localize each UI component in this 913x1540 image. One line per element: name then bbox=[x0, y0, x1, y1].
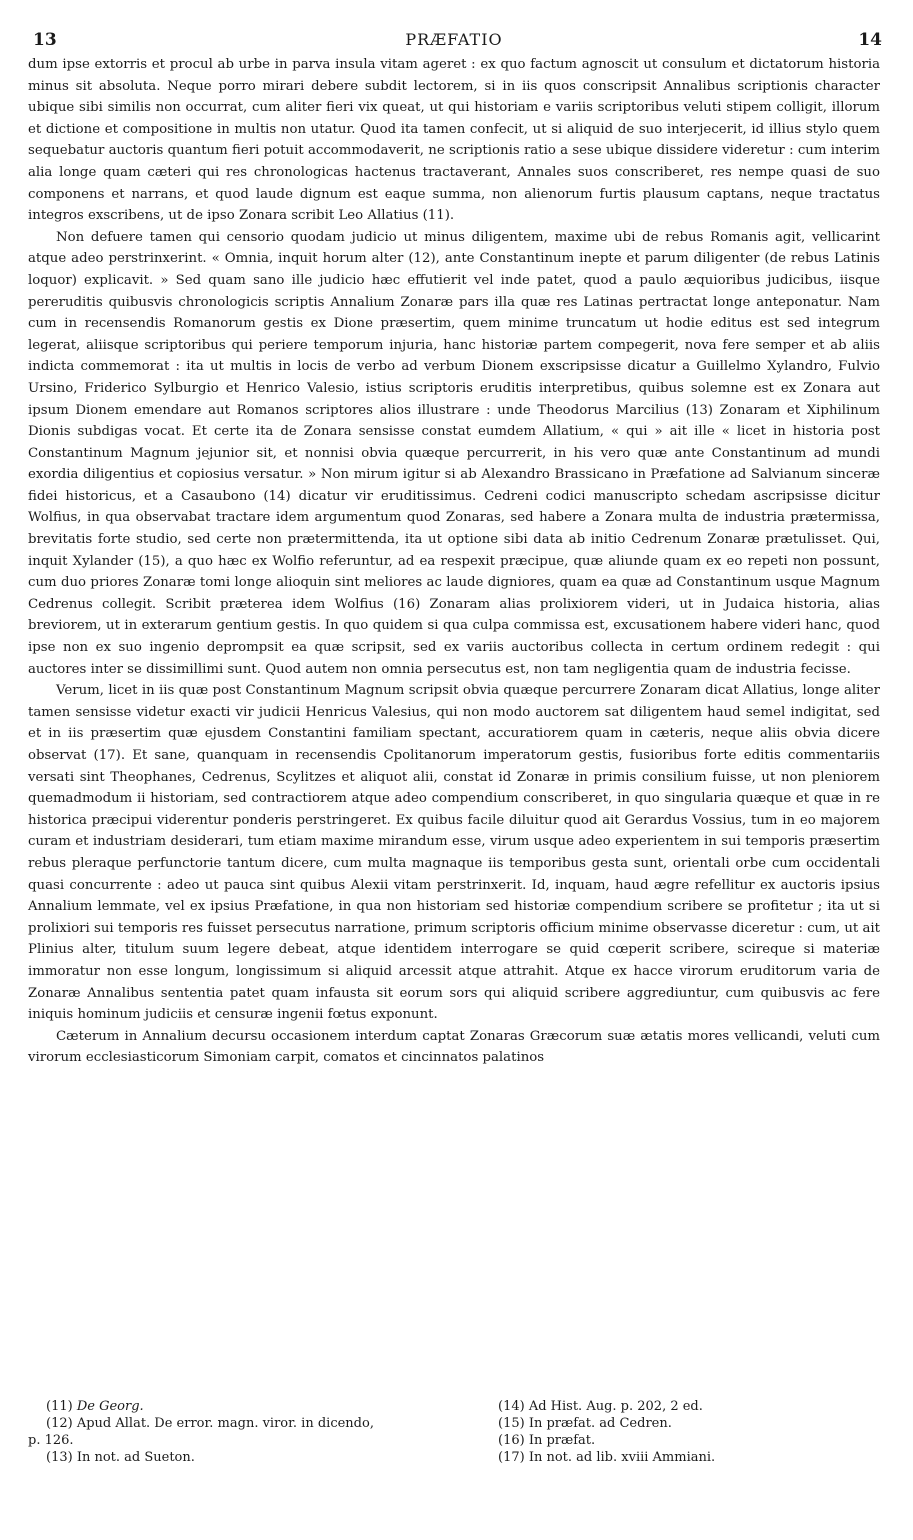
running-title: PRÆFATIO bbox=[405, 30, 503, 49]
page-number-left: 13 bbox=[33, 30, 57, 50]
footnote-number: (12) bbox=[46, 1416, 73, 1431]
footnote-text: In not. ad lib. xviii Ammiani. bbox=[528, 1450, 716, 1465]
running-header bbox=[28, 30, 880, 54]
paragraph: Non defuere tamen qui censorio quodam judicio ut minus diligentem, maxime ubi de rebus Romanis agit, vellicarint atque adeo perstrinxerint. « Omnia, inquit horum alter (12), ante Constantinum inepte et parum diligenter (de rebus Latinis loquor) explicavit. » Sed quam sano ille judicio hæc effutierit vel inde patet, quod a paulo æquioribus judicibus, iisque pereruditis quibusvis chronologicis scriptis Annalium Zonaræ pars illa quæ res Latinas pertractat longe anteponatur. Nam cum in recensendis Romanorum gestis ex Dione præsertim, quem minime truncatum ut hodie editus est sed integrum legerat, aliisque scriptoribus qui periere temporum injuria, hanc historiæ partem compegerit, nova fere semper et ab aliis indicta commemorat : ita ut multis in locis de verbo ad verbum Dionem exscripsisse dicatur a Guillelmo Xylandro, Fulvio Ursino, Friderico Sylburgio et Henrico Valesio, istius scriptoris eruditis interpretibus, quibus solemne est ex Zonara aut ipsum Dionem emendare aut Romanos scriptores alios illustrare : unde Theodorus Marcilius (13) Zonaram et Xiphilinum Dionis subdigas vocat. Et certe ita de Zonara sensisse constat eumdem Allatium, « qui » ait ille « licet in historia post Constantinum Magnum jejunior sit, et nonnisi obvia quæque percurrerit, in his vero quæ ante Constantinum ad mundi exordia diligentius et copiosius versatur. » Non mirum igitur si ab Alexandro Brassicano in Præfatione ad Salvianum sinceræ fidei historicus, et a Casaubono (14) dicatur vir eruditissimus. Cedreni codici manuscripto schedam ascripsisse dicitur Wolfius, in qua observabat tractare idem argumentum quod Zonaras, sed habere a Zonara multa de industria prætermissa, brevitatis forte studio, sed certe non prætermittenda, ita ut optione sibi data ab initio Cedrenum Zonaræ prætulisset. Qui, inquit Xylander (15), a quo hæc ex Wolfio referuntur, ad ea respexit præcipue, quæ aliunde quam ex eo repeti non possunt, cum duo priores Zonaræ tomi longe alioquin sint meliores ac laude digniores, quam ea quæ ad Constantinum usque Magnum Cedrenus collegit. Scribit præterea idem Wolfius (16) Zonaram alias prolixiorem videri, ut in Judaica historia, alias breviorem, ut in exterarum gentium gestis. In quo quidem si qua culpa commissa est, excusationem habere videri hanc, quod ipse non ex suo ingenio deprompsit ea quæ scripsit, sed ex variis auctoribus collecta in certum ordinem redegit : qui auctores inter se dissimillimi sunt. Quod autem non omnia persecutus est, non tam negligentia quam de industria fecisse. bbox=[28, 229, 880, 677]
footnote-number: (13) bbox=[46, 1450, 73, 1465]
footnote bbox=[480, 1449, 880, 1466]
footnote bbox=[480, 1415, 880, 1432]
paragraph: dum ipse extorris et procul ab urbe in parva insula vitam ageret : ex quo factum agnoscit ut consulum et dictatorum historia minus sit absoluta. Neque porro mirari debere subdit lectorem, si in iis quos conscripsit Annalibus scriptionis character ubique sibi similis non occurrat, cum aliter fieri vix queat, ut qui historiam e variis scriptoribus veluti stipem colligit, illorum et dictione et compositione in multis non utatur. Quod ita tamen confecit, ut si aliquid de suo interjecerit, id illius stylo quem sequebatur auctoris quantum fieri potuit accommodaverit, ne scriptionis ratio a sese ubique dissidere videretur : cum interim alia longe quam cæteri qui res chronologicas hactenus tractaverant, Annales suos conscriberet, res nempe quasi de suo componens et narrans, et quod laude dignum est eaque summa, non alienorum furtis plausum captans, neque tractatus integros exscribens, ut de ipso Zonara scribit Leo Allatius (11). bbox=[28, 57, 880, 224]
footnote-text: p. 126. bbox=[28, 1433, 74, 1448]
footnote bbox=[480, 1432, 880, 1449]
footnote-text: In præfat. ad Cedren. bbox=[528, 1416, 672, 1431]
footnote-number: (16) bbox=[498, 1433, 525, 1448]
footnotes-left-column bbox=[28, 1398, 458, 1466]
footnote bbox=[28, 1449, 458, 1466]
paragraph: Cæterum in Annalium decursu occasionem interdum captat Zonaras Græcorum suæ ætatis mores vellicandi, veluti cum virorum ecclesiasticorum Simoniam carpit, comatos et cincinnatos palatinos bbox=[28, 1028, 880, 1066]
body-text bbox=[28, 54, 880, 1069]
footnotes-right-column bbox=[480, 1398, 880, 1466]
footnote-number: (17) bbox=[498, 1450, 525, 1465]
footnote-text: In præfat. bbox=[528, 1433, 596, 1448]
footnote-number: (11) bbox=[46, 1399, 73, 1414]
page-number-right: 14 bbox=[858, 30, 882, 50]
footnote-text: Apud Allat. De error. magn. viror. in dicendo, bbox=[76, 1416, 374, 1431]
footnote-number: (15) bbox=[498, 1416, 525, 1431]
footnote bbox=[28, 1398, 458, 1415]
page bbox=[28, 30, 880, 1510]
footnote-text: In not. ad Sueton. bbox=[76, 1450, 195, 1465]
footnote bbox=[480, 1398, 880, 1415]
footnote-number: (14) bbox=[498, 1399, 525, 1414]
footnote-continuation bbox=[28, 1432, 458, 1449]
footnote-text: De Georg. bbox=[76, 1399, 144, 1414]
paragraph: Verum, licet in iis quæ post Constantinum Magnum scripsit obvia quæque percurrere Zonaram dicat Allatius, longe aliter tamen sensisse videtur exacti vir judicii Henricus Valesius, qui non modo auctorem sat diligentem haud semel indigitat, sed et in iis præsertim quæ ejusdem Constantini familiam spectant, accuratiorem quam in cæteris, neque aliis obvia dicere observat (17). Et sane, quanquam in recensendis Cpolitanorum imperatorum gestis, fusioribus forte editis commentariis versati sint Theophanes, Cedrenus, Scylitzes et aliquot alii, constat id Zonaræ in primis consilium fuisse, ut non pleniorem quemadmodum ii historiam, sed contractiorem atque adeo compendium conscriberet, in quo singularia quæque et quæ in re historica præcipui viderentur ponderis perstringeret. Ex quibus facile diluitur quod ait Gerardus Vossius, tum in eo majorem curam et industriam desiderari, tum etiam maxime mirandum esse, virum usque adeo experientem in sui temporis præsertim rebus pleraque perfunctorie tantum dicere, cum multa magnaque iis temporibus gesta sunt, orientali orbe cum occidentali quasi concurrente : adeo ut pauca sint quibus Alexii vitam perstrinxerit. Id, inquam, haud ægre refellitur ex auctoris ipsius Annalium lemmate, vel ex ipsius Præfatione, in qua non historiam sed historiæ compendium scribere se profitetur ; ita ut si prolixiori sui temporis res fuisset persecutus narratione, primum scriptoris officium minime observasse diceretur : cum, ut ait Plinius alter, titulum suum legere debeat, atque identidem interrogare se quid cœperit scribere, scireque si materiæ immoratur non esse longum, longissimum si aliquid arcessit atque attrahit. Atque ex hacce virorum eruditorum varia de Zonaræ Annalibus sententia patet quam infausta sit eorum sors qui aliquid scribere aggrediuntur, cum quibusvis ac fere iniquis hominum judiciis et censuræ ingenii fœtus exponunt. bbox=[28, 683, 880, 1023]
footnote-text: Ad Hist. Aug. p. 202, 2 ed. bbox=[528, 1399, 703, 1414]
footnote bbox=[28, 1415, 458, 1432]
